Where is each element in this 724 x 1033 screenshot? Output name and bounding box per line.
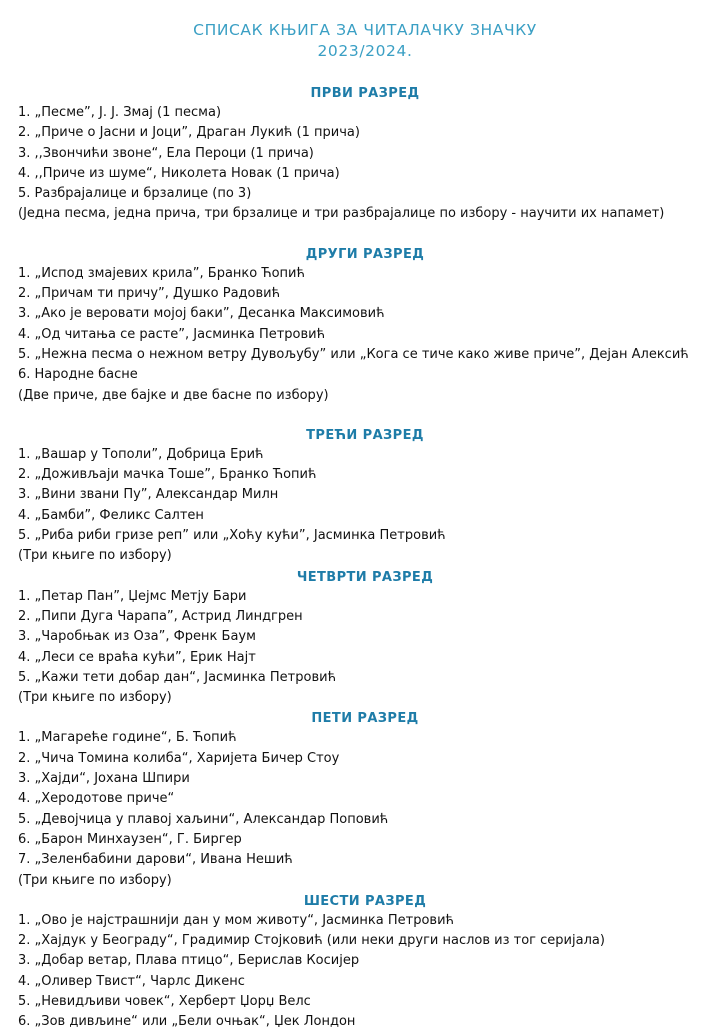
- list-item: 4. „Од читања се расте”, Јасминка Петровић: [18, 326, 326, 342]
- section-note: (Једна песма, једна прича, три брзалице и три разбрајалице по избору - научити их напамет): [18, 206, 665, 222]
- document-year: 2023/2024.: [317, 42, 413, 60]
- section-note: (Две приче, две бајке и две басне по избору): [18, 387, 329, 403]
- section-third-grade: [18, 427, 712, 567]
- list-item: 4. „Оливер Твист“, Чарлс Дикенс: [18, 973, 245, 989]
- list-item: 4. „Леси се враћа кући”, Ерик Најт: [18, 649, 256, 665]
- list-item: 3. „Ако је веровати мојој баки”, Десанка Максимовић: [18, 306, 385, 322]
- section-note: (Три књиге по избору): [18, 548, 172, 564]
- list-item: 2. „Причам ти причу”, Душко Радовић: [18, 286, 281, 302]
- document-title: СПИСАК КЊИГА ЗА ЧИТАЛАЧКУ ЗНАЧКУ: [193, 21, 537, 39]
- book-list: [18, 911, 712, 1033]
- section-title: ТРЕЋИ РАЗРЕД: [306, 427, 424, 443]
- book-list: [18, 445, 712, 546]
- list-item: 2. „Приче о Јасни и Јоци”, Драган Лукић (1 прича): [18, 125, 360, 141]
- list-item: 6. „Зов дивљине“ или „Бели очњак“, Џек Лондон: [18, 1014, 356, 1030]
- list-item: 2. „Доживљаји мачка Тоше”, Бранко Ћопић: [18, 467, 317, 483]
- list-item: 3. „Вини звани Пу”, Александар Милн: [18, 487, 279, 503]
- list-item: 2. „Чича Томина колиба“, Харијета Бичер Стоу: [18, 750, 340, 766]
- section-first-grade: [18, 85, 712, 225]
- list-item: 3. ,,Звончићи звоне“, Ела Пероци (1 прича): [18, 145, 314, 161]
- list-item: 5. „Риба риби гризе реп” или „Хоћу кући”, Јасминка Петровић: [18, 528, 446, 544]
- section-title: ПРВИ РАЗРЕД: [310, 86, 420, 101]
- list-item: 7. „Зеленбабини дарови“, Ивана Нешић: [18, 852, 293, 868]
- book-list: [18, 587, 712, 688]
- list-item: 1. „Испод змајевих крила”, Бранко Ћопић: [18, 265, 305, 281]
- section-second-grade: [18, 246, 712, 406]
- list-item: 6. „Барон Минхаузен“, Г. Биргер: [18, 831, 242, 847]
- section-sixth-grade: [18, 893, 712, 1033]
- list-item: 5. „Нежна песма о нежном ветру Дувољубу” или „Кога се тиче како живе приче”, Дејан Алексић: [18, 346, 689, 362]
- section-title: ПЕТИ РАЗРЕД: [311, 711, 419, 727]
- list-item: 3. „Добар ветар, Плава птицо“, Берислав Косијер: [18, 953, 360, 969]
- section-note: (Три књиге по избору): [18, 872, 172, 888]
- section-title: ЧЕТВРТИ РАЗРЕД: [296, 569, 434, 585]
- list-item: 6. Народне басне: [18, 367, 138, 383]
- list-item: 2. „Хајдук у Београду“, Градимир Стојковић (или неки други наслов из тог серијала): [18, 933, 605, 949]
- section-fourth-grade: [18, 569, 712, 709]
- book-list: [18, 264, 712, 386]
- list-item: 4. ,,Приче из шуме“, Николета Новак (1 прича): [18, 165, 340, 181]
- book-list: [18, 728, 712, 870]
- list-item: 1. „Ово је најстрашнији дан у мом животу“, Јасминка Петровић: [18, 912, 454, 928]
- book-list: [18, 103, 712, 204]
- list-item: 1. „Песме”, Ј. Ј. Змај (1 песма): [18, 105, 222, 120]
- list-item: 3. „Хајди“, Јохана Шпири: [18, 771, 190, 787]
- list-item: 5. „Девојчица у плавој хаљини“, Александар Поповић: [18, 811, 389, 827]
- list-item: 5. „Кажи тети добар дан“, Јасминка Петровић: [18, 669, 337, 685]
- section-title: ШЕСТИ РАЗРЕД: [303, 893, 427, 909]
- list-item: 3. „Чаробњак из Оза”, Френк Баум: [18, 629, 256, 645]
- list-item: 1. „Вашар у Тополи”, Добрица Ерић: [18, 446, 264, 462]
- list-item: 1. „Магареће године“, Б. Ћопић: [18, 730, 237, 746]
- section-fifth-grade: [18, 710, 712, 890]
- list-item: 4. „Бамби”, Феликс Салтен: [18, 507, 204, 523]
- section-title: ДРУГИ РАЗРЕД: [305, 246, 425, 262]
- list-item: 1. „Петар Пан”, Џејмс Метју Бари: [18, 588, 247, 604]
- list-item: 2. „Пипи Дуга Чарапа”, Астрид Линдгрен: [18, 608, 303, 624]
- section-note: (Три књиге по избору): [18, 690, 172, 706]
- list-item: 5. „Невидљиви човек“, Херберт Џорџ Велс: [18, 993, 311, 1009]
- list-item: 4. „Херодотове приче“: [18, 791, 175, 807]
- list-item: 5. Разбрајалице и брзалице (по 3): [18, 186, 252, 202]
